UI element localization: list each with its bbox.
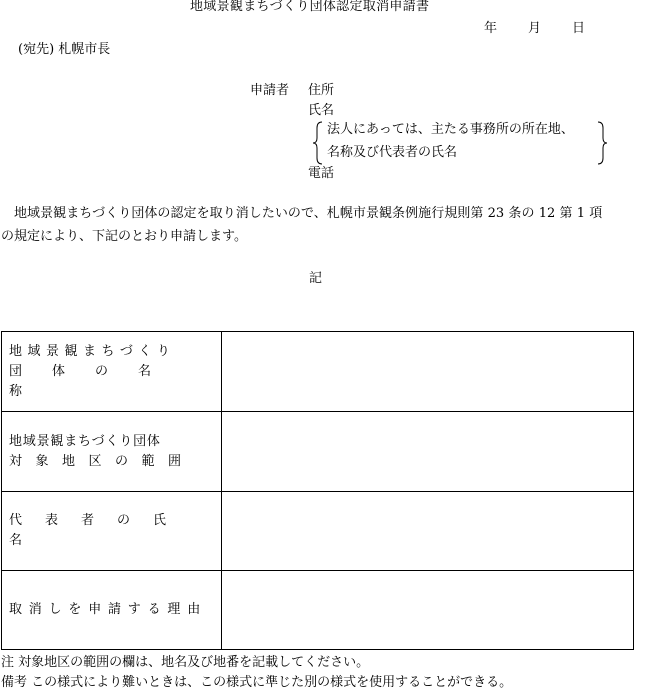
note-biko: 備考 この様式により難いときは、この様式に準じた別の様式を使用することができる。: [1, 675, 513, 690]
corporation-note: [312, 121, 608, 165]
ki-heading: 記: [309, 271, 323, 286]
applicant-address-label: 住所: [308, 83, 335, 98]
label-text: 取消しを申請する理由: [9, 602, 208, 617]
applicant-phone-label: 電話: [308, 166, 335, 181]
row-label: [2, 571, 222, 650]
row-label: [2, 492, 222, 571]
application-table: [1, 331, 634, 650]
label-line: [9, 511, 217, 551]
note-line-1: 法人にあっては、主たる事務所の所在地、: [327, 122, 574, 137]
table-row: [2, 412, 634, 492]
body-line-2: の規定により、下記のとおり申請します。: [1, 229, 247, 244]
row-label: [2, 332, 222, 412]
label-text: 地域景観まちづくり団体: [9, 433, 161, 449]
note-chu: 注 対象地区の範囲の欄は、地名及び地番を記載してください。: [1, 655, 370, 670]
label-line: [9, 342, 217, 362]
applicant-label: 申請者: [250, 83, 290, 98]
row-label: [2, 412, 222, 492]
note-line-2: 名称及び代表者の氏名: [327, 145, 458, 160]
row-value[interactable]: [222, 332, 634, 412]
row-value[interactable]: [222, 412, 634, 492]
date-month: 月: [528, 21, 542, 36]
table-row: [2, 571, 634, 650]
addressee: (宛先) 札幌市長: [18, 42, 111, 57]
label-line: [9, 600, 217, 620]
applicant-name-label: 氏名: [308, 103, 335, 118]
label-line: [9, 362, 217, 402]
label-text: 対象地区の範囲: [9, 453, 195, 469]
label-text: 団体の名称: [9, 363, 182, 399]
label-text: 地域景観まちづくり: [9, 343, 176, 359]
row-value[interactable]: [222, 492, 634, 571]
document-title: 地域景観まちづくり団体認定取消申請書: [190, 0, 430, 14]
table-row: [2, 332, 634, 412]
table-row: [2, 492, 634, 571]
date-year: 年: [484, 21, 498, 36]
label-line: [9, 432, 217, 452]
label-line: [9, 452, 217, 472]
body-line-1: 地域景観まちづくり団体の認定を取り消したいので、札幌市景観条例施行規則第 23 条の 12 第 1 項: [14, 206, 603, 221]
date-day: 日: [572, 21, 586, 36]
row-value[interactable]: [222, 571, 634, 650]
label-text: 代表者の氏名: [9, 513, 190, 548]
